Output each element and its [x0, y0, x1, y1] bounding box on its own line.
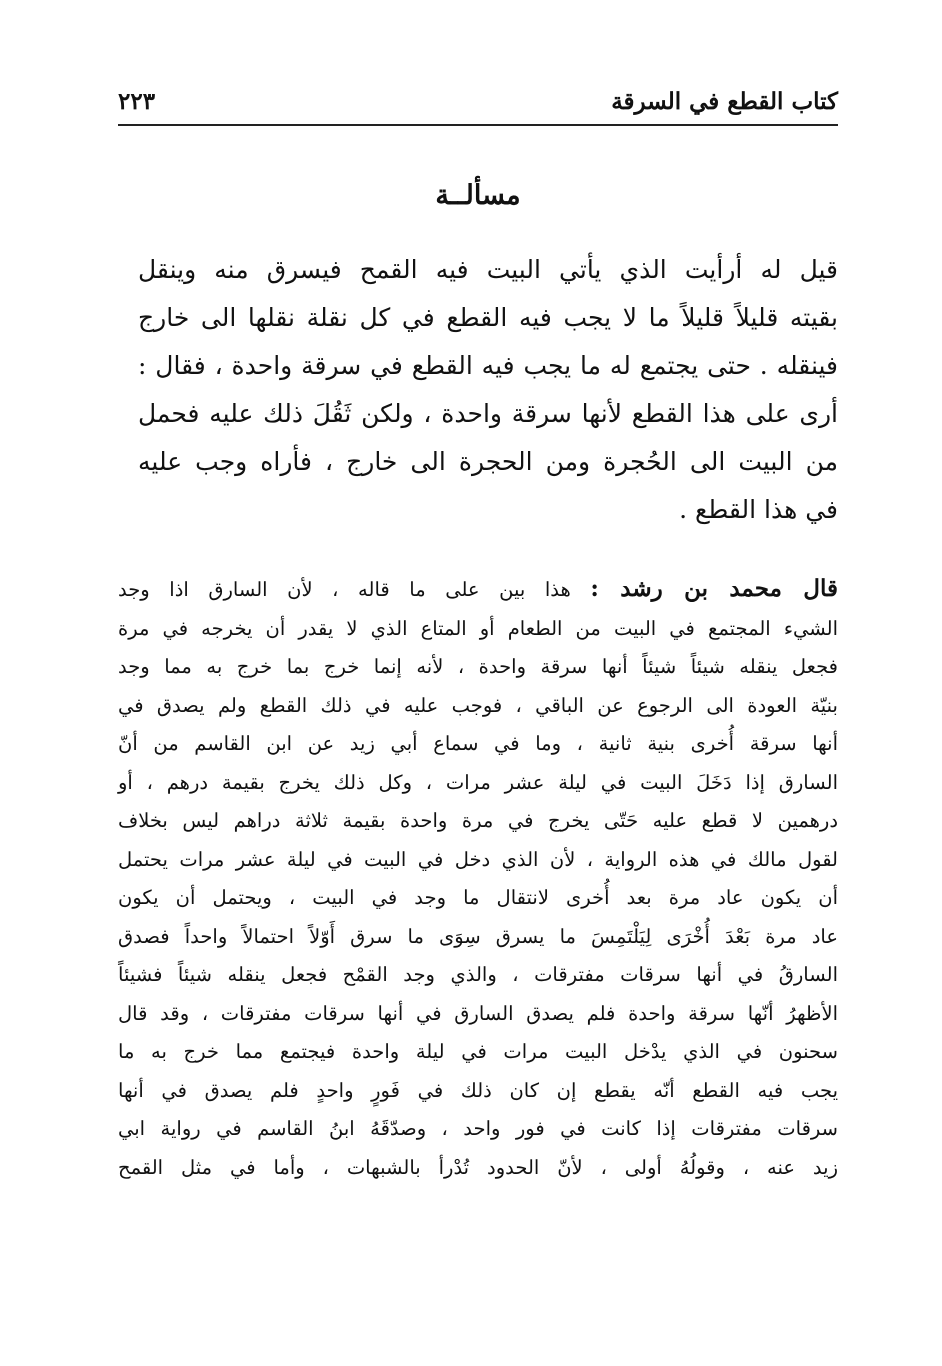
commentary-line: لقول مالك في هذه الرواية ، لأن الذي دخل في البيت في ليلة عشر مرات يحتمل: [118, 847, 838, 871]
commentary-author: قال محمد بن رشد :: [590, 575, 838, 602]
question-line: قيل له أرأيت الذي يأتي البيت فيه القمح فيسرق منه وينقل: [138, 255, 838, 284]
commentary-line: بنيّة العودة الى الرجوع عن الباقي ، فوجب عليه في ذلك القطع ولم يصدق في: [118, 693, 838, 717]
commentary-line: زيد عنه ، وقولُهُ أولى ، لأنّ الحدود تُدْرأ بالشبهات ، وأما في مثل القمح: [118, 1155, 838, 1179]
commentary-line: السارق إذا دَخَلَ البيت في ليلة عشر مرات ، وكل ذلك يخرج بقيمة درهم ، أو: [118, 770, 838, 794]
commentary-first-line: [118, 570, 838, 610]
question-line: أرى على هذا القطع لأنها سرقة واحدة ، ولكن ثَقُلَ ذلك عليه فحمل: [138, 399, 838, 428]
commentary-line: درهمين لا قطع عليه حَتّى يخرج في مرة واحدة بقيمة ثلاثة دراهم ليس بخلاف: [118, 809, 838, 832]
commentary-line-text: هذا بين على ما قاله ، لأن السارق اذا وجد: [118, 578, 571, 601]
section-title: مسألــة: [435, 180, 521, 211]
page-header: [118, 84, 838, 126]
question-paragraph: [138, 246, 838, 534]
question-line: بقيته قليلاً قليلاً ما لا يجب فيه القطع في كل نقلة نقلها الى خارج: [138, 303, 838, 332]
commentary-paragraph: [118, 570, 838, 1187]
commentary-line: أنها سرقة أُخرى بنية ثانية ، وما في سماع أبي زيد عن ابن القاسم من أنّ: [118, 732, 838, 755]
commentary-line: السارقُ في أنها سرقات مفترقات ، والذي وجد القمْح فجعل ينقله شيئاً فشيئاً: [118, 963, 838, 986]
commentary-line: الشيء المجتمع في البيت من الطعام أو المتاع الذي لا يقدر أن يخرجه في مرة: [118, 616, 838, 640]
question-line: في هذا القطع .: [679, 495, 838, 524]
question-line: فينقله . حتى يجتمع له ما يجب فيه القطع في سرقة واحدة ، فقال :: [138, 351, 838, 380]
page-number: ٢٢٣: [118, 88, 156, 115]
running-title: كتاب القطع في السرقة: [611, 88, 838, 115]
commentary-line: الأظهرُ أنّها سرقة واحدة فلم يصدق السارق في أنها سرقات مفترقات ، وقد قال: [118, 1001, 838, 1025]
question-line: من البيت الى الحُجرة ومن الحجرة الى خارج ، فأراه وجب عليه: [138, 447, 838, 476]
commentary-line: عاد مرة بَعْدَ أُخْرَى لِيَلْتَمِسَ ما يسرق سِوَى ما سرق أَوّلاً احتمالاً واحداً فصدق: [118, 924, 838, 948]
commentary-line: فجعل ينقله شيئاً شيئاً أنها سرقة واحدة ، لأنه إنما خرج بما خرج به مما وجد: [118, 655, 838, 678]
commentary-line: يجب فيه القطع أنّه يقطع إن كان ذلك في فَورٍ واحدٍ فلم يصدق في أنها: [118, 1078, 838, 1102]
commentary-line: أن يكون عاد مرة بعد أُخرى لانتقال ما وجد في البيت ، ويحتمل أن يكون: [118, 886, 838, 909]
commentary-line: سحنون في الذي يدْخل البيت مرات في ليلة واحدة فيجتمع مما خرج به ما: [118, 1040, 838, 1063]
commentary-line: سرقات مفترقات إذا كانت في فور واحد ، وصدّقَهُ ابنُ القاسم في رواية ابي: [118, 1117, 838, 1140]
